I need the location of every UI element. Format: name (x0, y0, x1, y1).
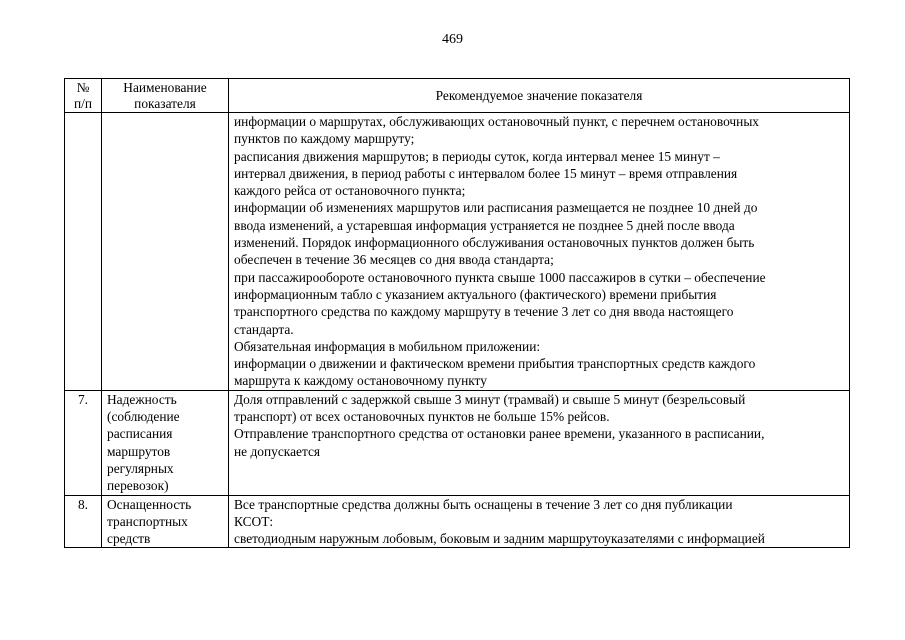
value-line: изменений. Порядок информационного обслуживания остановочных пунктов должен быть (234, 235, 755, 251)
row-value (229, 390, 850, 495)
name-line: перевозок) (107, 478, 169, 494)
header-value (229, 79, 850, 113)
value-line: Отправление транспортного средства от остановки ранее времени, указанного в расписании, (234, 426, 765, 442)
row-name (102, 495, 229, 548)
value-line: стандарта. (234, 321, 294, 337)
name-line: транспортных (107, 513, 188, 529)
value-line: Доля отправлений с задержкой свыше 3 минут (трамвай) и свыше 5 минут (безрельсовый (234, 391, 746, 407)
page-number: 469 (442, 32, 463, 47)
table-row (65, 390, 850, 495)
value-line: транспортного средства по каждому маршруту в течение 3 лет со дня ввода настоящего (234, 304, 734, 320)
value-line: информации об изменениях маршрутов или расписания размещается не позднее 10 дней до (234, 200, 758, 216)
value-line: каждого рейса от остановочного пункта; (234, 183, 466, 199)
name-line: расписания (107, 426, 173, 442)
indicator-table (64, 78, 850, 548)
value-line: КСОТ: (234, 513, 274, 529)
header-name (102, 79, 229, 113)
value-line: ввода изменений, а устаревшая информация устраняется не позднее 5 дней после ввода (234, 217, 735, 233)
value-line: расписания движения маршрутов; в периоды суток, когда интервал менее 15 минут – (234, 148, 720, 164)
value-line: пунктов по каждому маршруту; (234, 131, 415, 147)
name-line: регулярных (107, 460, 174, 476)
header-name-line: Наименование (123, 79, 207, 95)
header-num-line: п/п (73, 95, 93, 111)
table-row (65, 495, 850, 548)
value-line: маршрута к каждому остановочному пункту (234, 373, 487, 389)
value-line: интервал движения, в период работы с интервалом более 15 минут – время отправления (234, 165, 738, 181)
table-row (65, 113, 850, 391)
value-line: информации о маршрутах, обслуживающих остановочный пункт, с перечнем остановочных (234, 114, 760, 129)
value-line: Обязательная информация в мобильном приложении: (234, 338, 541, 354)
value-line: информационным табло с указанием актуального (фактического) времени прибытия (234, 286, 717, 302)
value-line: Все транспортные средства должны быть оснащены в течение 3 лет со дня публикации (234, 496, 733, 512)
value-line: светодиодным наружным лобовым, боковым и задним маршрутоуказателями с информацией (234, 531, 765, 547)
row-num: 8. (65, 495, 102, 548)
name-line: средств (107, 531, 151, 547)
value-line: транспорт) от всех остановочных пунктов не больше 15% рейсов. (234, 409, 610, 425)
header-num (65, 79, 102, 113)
header-num-line: № (76, 79, 90, 95)
name-line: (соблюдение (107, 409, 180, 425)
name-line: маршрутов (107, 443, 171, 459)
row-num: 7. (65, 390, 102, 495)
header-name-line: показателя (134, 95, 196, 111)
header-value-line: Рекомендуемое значение показателя (435, 87, 643, 103)
value-line: обеспечен в течение 36 месяцев со дня ввода стандарта; (234, 252, 554, 268)
value-line: при пассажирообороте остановочного пункта свыше 1000 пассажиров в сутки – обеспечение (234, 269, 766, 285)
table-header-row (65, 79, 850, 113)
name-line: Надежность (107, 391, 177, 407)
value-line: информации о движении и фактическом времени прибытия транспортных средств каждого (234, 356, 756, 372)
row-name (102, 113, 229, 391)
name-line: Оснащенность (107, 496, 192, 512)
row-value (229, 113, 850, 391)
value-line: не допускается (234, 443, 321, 459)
row-num (65, 113, 102, 391)
row-name (102, 390, 229, 495)
row-value (229, 495, 850, 548)
